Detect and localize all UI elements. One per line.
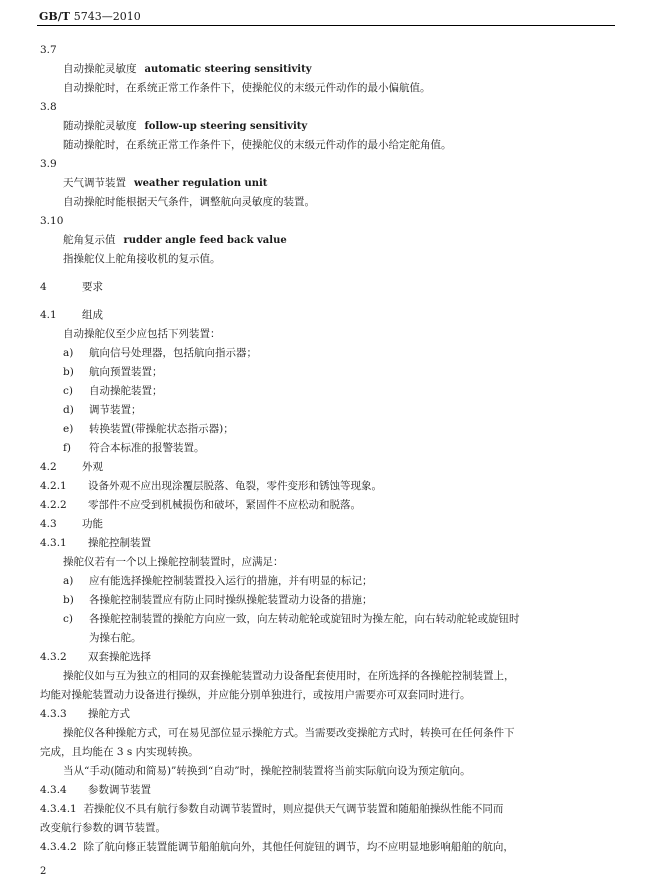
list-item (0, 439, 654, 458)
list-label: b) (63, 366, 74, 378)
paragraph-text: 自动操舵仪至少应包括下列装置： (63, 328, 221, 340)
standard-header (39, 10, 141, 23)
term-heading (0, 117, 654, 136)
section-number: 4.1 (40, 309, 57, 321)
clause-number: 3.7 (40, 44, 57, 56)
list-text: 各操舵控制装置应有防止同时操纵操舵装置动力设备的措施； (89, 594, 373, 606)
clause-title: 操舵控制装置 (88, 537, 151, 549)
list-text: 航向信号处理器，包括航向指示器； (89, 347, 257, 359)
term-heading (0, 174, 654, 193)
list-label: f) (63, 442, 71, 454)
term-en: rudder angle feed back value (123, 235, 287, 246)
subsection-heading (0, 515, 654, 534)
term-cn: 随动操舵灵敏度 (63, 120, 137, 132)
section-number: 4.3 (40, 518, 57, 530)
list-label: c) (63, 613, 73, 625)
paragraph-continuation: 均能对操舵装置动力设备进行操纵，并应能分别单独进行，或按用户需要亦可双套同时进行。 (40, 689, 471, 701)
list-item (0, 363, 654, 382)
section-title: 功能 (82, 518, 103, 530)
list-item (0, 610, 654, 629)
list-item-continuation: 为操右舵。 (89, 632, 142, 644)
section-heading (0, 278, 654, 297)
clause-number: 4.3.2 (40, 651, 67, 663)
clause-number: 3.9 (40, 158, 57, 170)
list-text: 航向预置装置； (89, 366, 163, 378)
paragraph-text: 操舵仪各种操舵方式，可在易见部位显示操舵方式。当需要改变操舵方式时，转换可在任何条件下 (63, 727, 515, 739)
clause-title: 双套操舵选择 (88, 651, 151, 663)
definition-text: 自动操舵时能根据天气条件，调整航向灵敏度的装置。 (63, 196, 315, 208)
definition-text: 指操舵仪上舵角接收机的复示值。 (63, 253, 221, 265)
list-text: 调节装置； (89, 404, 142, 416)
list-text: 各操舵控制装置的操舵方向应一致，向左转动舵轮或旋钮时为操左舵，向右转动舵轮或旋钮时 (89, 613, 520, 625)
section-title: 要求 (82, 281, 103, 293)
paragraph-continuation: 完成，且均能在 3 s 内实现转换。 (40, 746, 199, 758)
list-label: a) (63, 575, 74, 587)
section-title: 外观 (82, 461, 103, 473)
term-en: follow-up steering sensitivity (144, 121, 308, 132)
clause-heading (0, 648, 654, 667)
section-number: 4.2 (40, 461, 57, 473)
clause-text: 若操舵仪不具有航行参数自动调节装置时，则应提供天气调节装置和随船舶操纵性能不同而 (83, 803, 504, 815)
clause-paragraph (0, 838, 654, 857)
list-text: 自动操舵装置； (89, 385, 163, 397)
clause-number: 4.3.4.2 (40, 841, 77, 853)
clause-number: 4.3.3 (40, 708, 67, 720)
clause-text: 零部件不应受到机械损伤和破坏，紧固件不应松动和脱落。 (88, 499, 361, 511)
paragraph-text: 操舵仪若有一个以上操舵控制装置时，应满足： (63, 556, 284, 568)
list-label: e) (63, 423, 74, 435)
section-number: 4 (40, 281, 47, 293)
spacer (0, 269, 654, 278)
list-label: c) (63, 385, 73, 397)
standard-code: GB/T (39, 10, 70, 23)
list-text: 符合本标准的报警装置。 (89, 442, 205, 454)
clause-text: 设备外观不应出现涂覆层脱落、龟裂，零件变形和锈蚀等现象。 (88, 480, 382, 492)
section-title: 组成 (82, 309, 103, 321)
list-label: a) (63, 347, 74, 359)
definition-text: 自动操舵时，在系统正常工作条件下，使操舵仪的末级元件动作的最小偏航值。 (63, 82, 431, 94)
list-item (0, 591, 654, 610)
clause-paragraph (0, 477, 654, 496)
paragraph-continuation: 改变航行参数的调节装置。 (40, 822, 166, 834)
subsection-heading (0, 458, 654, 477)
clause-title: 操舵方式 (88, 708, 130, 720)
term-cn: 天气调节装置 (63, 177, 126, 189)
clause-number: 4.3.4 (40, 784, 67, 796)
list-item (0, 344, 654, 363)
term-cn: 自动操舵灵敏度 (63, 63, 137, 75)
clause-number: 3.10 (40, 215, 64, 227)
page-number: 2 (40, 866, 47, 877)
list-item (0, 420, 654, 439)
header-rule (37, 25, 615, 26)
list-item (0, 401, 654, 420)
definition-text: 随动操舵时，在系统正常工作条件下，使操舵仪的末级元件动作的最小给定舵角值。 (63, 139, 452, 151)
subsection-heading (0, 306, 654, 325)
term-en: weather regulation unit (134, 178, 268, 189)
list-item (0, 382, 654, 401)
term-en: automatic steering sensitivity (144, 64, 312, 75)
list-label: d) (63, 404, 74, 416)
paragraph-text: 操舵仪如与互为独立的相同的双套操舵装置动力设备配套使用时，在所选择的各操舵控制装置上， (63, 670, 515, 682)
clause-number: 4.3.4.1 (40, 803, 77, 815)
document-body (0, 41, 654, 857)
clause-number: 4.2.1 (40, 480, 67, 492)
list-text: 应有能选择操舵控制装置投入运行的措施，并有明显的标记； (89, 575, 373, 587)
list-item (0, 572, 654, 591)
clause-number: 4.3.1 (40, 537, 67, 549)
clause-heading (0, 534, 654, 553)
spacer (0, 297, 654, 306)
clause-paragraph (0, 496, 654, 515)
term-cn: 舵角复示值 (63, 234, 116, 246)
term-heading (0, 231, 654, 250)
clause-number: 4.2.2 (40, 499, 67, 511)
clause-paragraph (0, 800, 654, 819)
clause-heading (0, 781, 654, 800)
paragraph-text: 当从“手动(随动和简易)”转换到“自动”时，操舵控制装置将当前实际航向设为预定航向。 (63, 765, 471, 777)
clause-text: 除了航向修正装置能调节船舶航向外，其他任何旋钮的调节，均不应明显地影响船舶的航向， (83, 841, 514, 853)
standard-number: 5743—2010 (73, 10, 141, 23)
clause-title: 参数调节装置 (88, 784, 151, 796)
list-label: b) (63, 594, 74, 606)
term-heading (0, 60, 654, 79)
clause-heading (0, 705, 654, 724)
clause-number: 3.8 (40, 101, 57, 113)
list-text: 转换装置(带操舵状态指示器)； (89, 423, 234, 435)
